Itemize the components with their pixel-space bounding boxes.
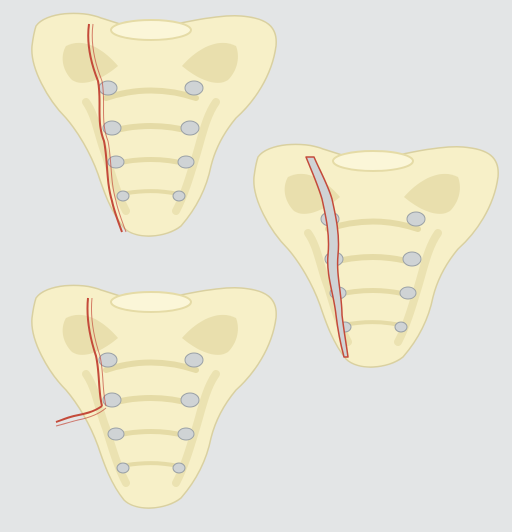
- panel-right: [254, 144, 498, 367]
- panel-top-left: [32, 13, 276, 236]
- panel-bottom-left: [32, 285, 276, 508]
